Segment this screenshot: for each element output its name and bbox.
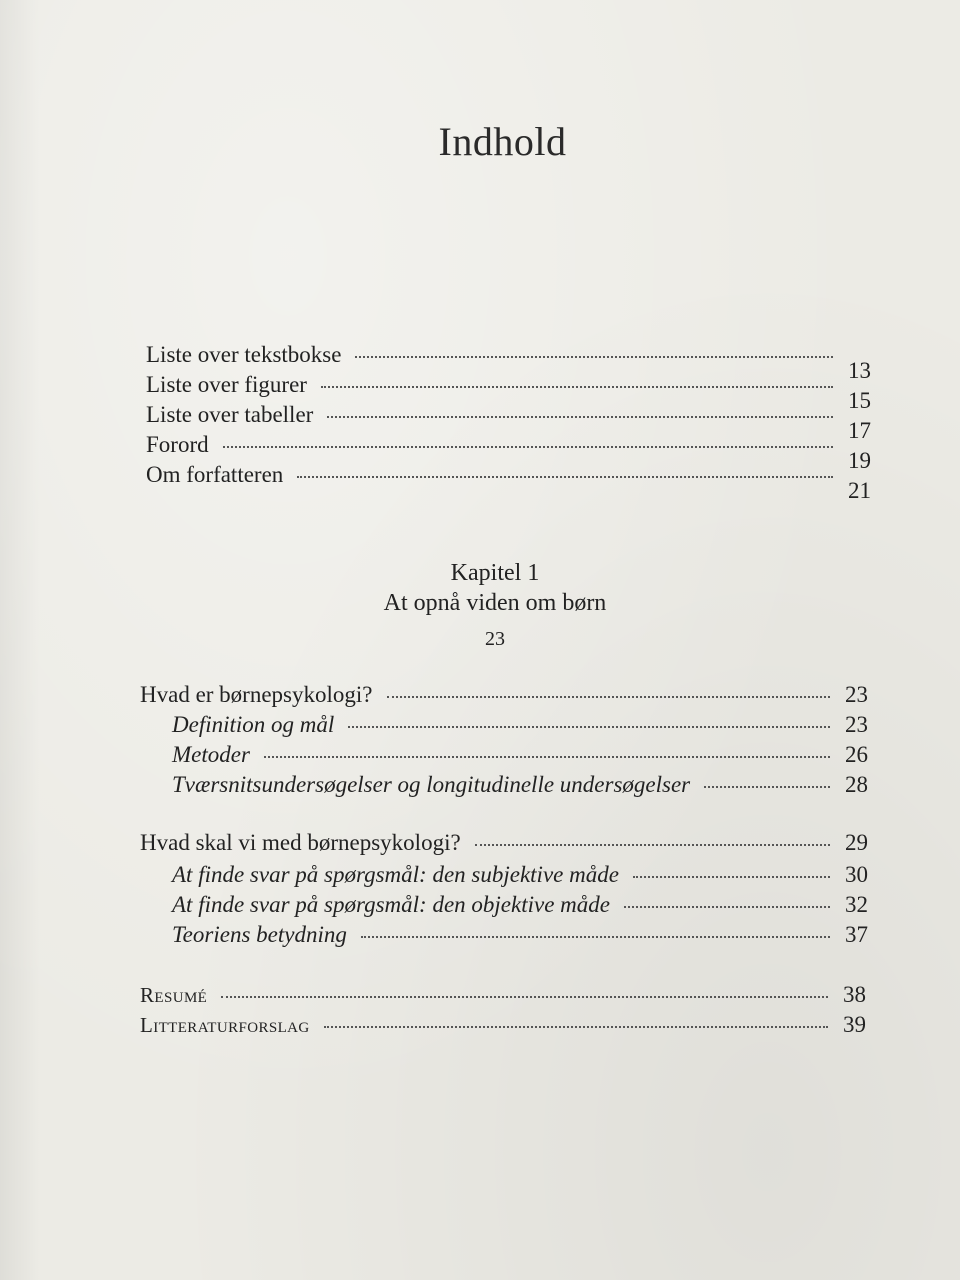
dot-leader: [361, 936, 830, 938]
dot-leader: [348, 726, 830, 728]
toc-end-entry: [140, 980, 866, 1010]
dot-leader: [475, 844, 830, 846]
toc-entry: [146, 430, 871, 473]
toc-section: [140, 828, 868, 858]
dot-leader: [624, 906, 830, 908]
toc-section-label: Hvad skal vi med børnepsykologi?: [140, 830, 461, 855]
toc-entry: [146, 400, 871, 443]
chapter-page: 23: [485, 628, 505, 650]
toc-end-page: 38: [843, 982, 866, 1007]
toc-subsection-page: 32: [845, 892, 868, 917]
dot-leader: [223, 446, 833, 448]
toc-entry-label: Om forfatteren: [146, 462, 284, 487]
toc-entry: [146, 370, 871, 413]
dot-leader: [327, 416, 833, 418]
chapter-title: At opnå viden om børn: [383, 590, 607, 616]
toc-end-label: Litteraturforslag: [140, 1013, 310, 1037]
toc-subsection-page: 23: [845, 712, 868, 737]
dot-leader: [221, 996, 828, 998]
toc-subsection-page: 26: [845, 742, 868, 767]
toc-section: [140, 680, 868, 710]
toc-subsection: [172, 920, 868, 950]
toc-end-label: Resumé: [140, 983, 208, 1007]
dot-leader: [264, 756, 830, 758]
chapter-number: Kapitel 1: [450, 560, 540, 586]
dot-leader: [704, 786, 830, 788]
dot-leader: [633, 876, 830, 878]
dot-leader: [297, 476, 833, 478]
toc-subsection-label: At finde svar på spørgsmål: den objektive måde: [172, 892, 610, 917]
toc-entry-page: 19: [848, 448, 871, 473]
toc-entry-page: 21: [848, 478, 871, 503]
toc-subsection: [172, 740, 868, 770]
dot-leader: [355, 356, 833, 358]
toc-subsection-label: At finde svar på spørgsmål: den subjektive måde: [172, 862, 619, 887]
toc-subsection: [172, 860, 868, 890]
toc-section-page: 29: [845, 830, 868, 855]
toc-entry-label: Liste over tekstbokse: [146, 342, 342, 367]
toc-entry-page: 15: [848, 388, 871, 413]
toc-entry: [146, 340, 871, 383]
toc-subsection: [172, 770, 868, 800]
toc-entry-label: Forord: [146, 432, 209, 457]
toc-subsection: [172, 710, 868, 740]
toc-subsection-label: Definition og mål: [172, 712, 335, 737]
toc-subsection-label: Metoder: [172, 742, 250, 767]
toc-entry-page: 13: [848, 358, 871, 383]
toc-section-label: Hvad er børnepsykologi?: [140, 682, 373, 707]
page-title: Indhold: [438, 119, 567, 164]
toc-subsection: [172, 890, 868, 920]
dot-leader: [321, 386, 833, 388]
toc-subsection-page: 30: [845, 862, 868, 887]
toc-entry-label: Liste over tabeller: [146, 402, 314, 427]
toc-subsection-page: 28: [845, 772, 868, 797]
toc-entry: [146, 460, 871, 503]
toc-subsection-label: Teoriens betydning: [172, 922, 347, 947]
toc-subsection-page: 37: [845, 922, 868, 947]
toc-subsection-label: Tværsnitsundersøgelser og longitudinelle undersøgelser: [172, 772, 691, 797]
toc-section-page: 23: [845, 682, 868, 707]
dot-leader: [387, 696, 831, 698]
toc-entry-page: 17: [848, 418, 871, 443]
toc-entry-label: Liste over figurer: [146, 372, 307, 397]
toc-end-page: 39: [843, 1012, 866, 1037]
toc-end-entry: [140, 1010, 866, 1040]
dot-leader: [324, 1026, 828, 1028]
